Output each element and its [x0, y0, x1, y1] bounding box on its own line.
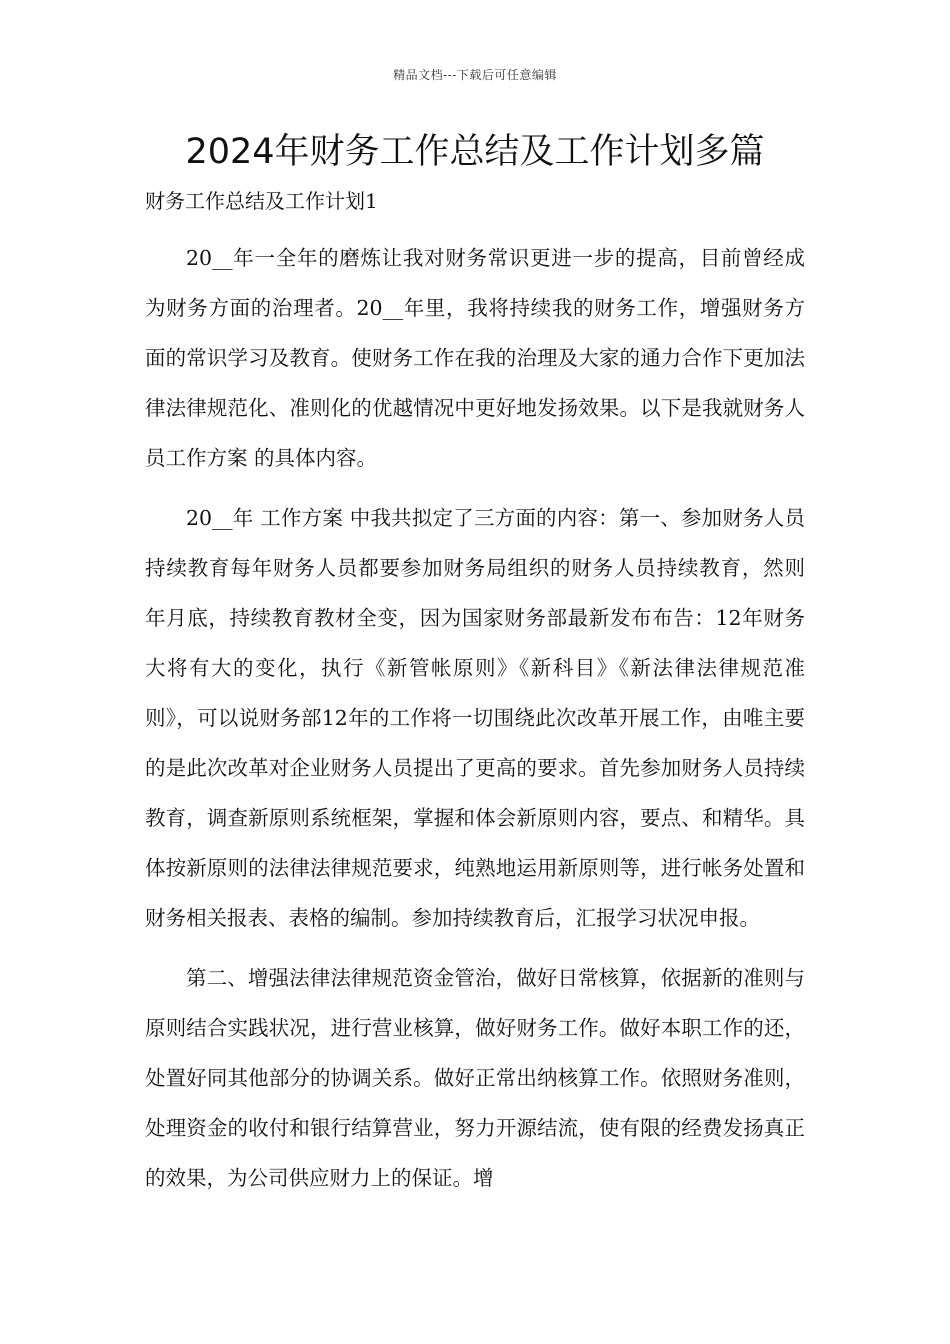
document-title: 2024年财务工作总结及工作计划多篇	[185, 132, 765, 172]
paragraph-2: 20__年 工作方案 中我共拟定了三方面的内容：第一、参加财务人员持续教育每年财务人员都要参加财务局组织的财务人员持续教育，然则 年月底，持续教育教材全变，因为国家财务部最新发布布告：12年财务大将有大的变化，执行《新管帐原则》《新科目》《新法律法律规范准则》，可以说财务部12年的工作将一切围绕此次改革开展工作，由唯主要的是此次改革对企业财务人员提出了更高的要求。首先参加财务人员持续教育，调查新原则系统框架，掌握和体会新原则内容，要点、和精华。具体按新原则的法律法律规范要求，纯熟地运用新原则等，进行帐务处置和财务相关报表、表格的编制。参加持续教育后，汇报学习状况申报。	[145, 506, 805, 930]
header-note: 精品文档---下载后可任意编辑	[393, 68, 557, 82]
paragraph-3: 第二、增强法律法律规范资金管治，做好日常核算，依据新的准则与原则结合实践状况，进行营业核算，做好财务工作。做好本职工作的还，处置好同其他部分的协调关系。做好正常出纳核算工作。依照财务准则，处理资金的收付和银行结算营业，努力开源结流，使有限的经费发扬真正的效果，为公司供应财力上的保证。增	[145, 966, 805, 1190]
document-body	[145, 233, 805, 1213]
section-subtitle: 财务工作总结及工作计划1	[145, 189, 378, 213]
paragraph-1: 20__年一全年的磨炼让我对财务常识更进一步的提高，目前曾经成为财务方面的治理者。20__年里，我将持续我的财务工作，增强财务方面的常识学习及教育。使财务工作在我的治理及大家的通力合作下更加法律法律规范化、准则化的优越情况中更好地发扬效果。以下是我就财务人员工作方案 的具体内容。	[145, 246, 805, 470]
